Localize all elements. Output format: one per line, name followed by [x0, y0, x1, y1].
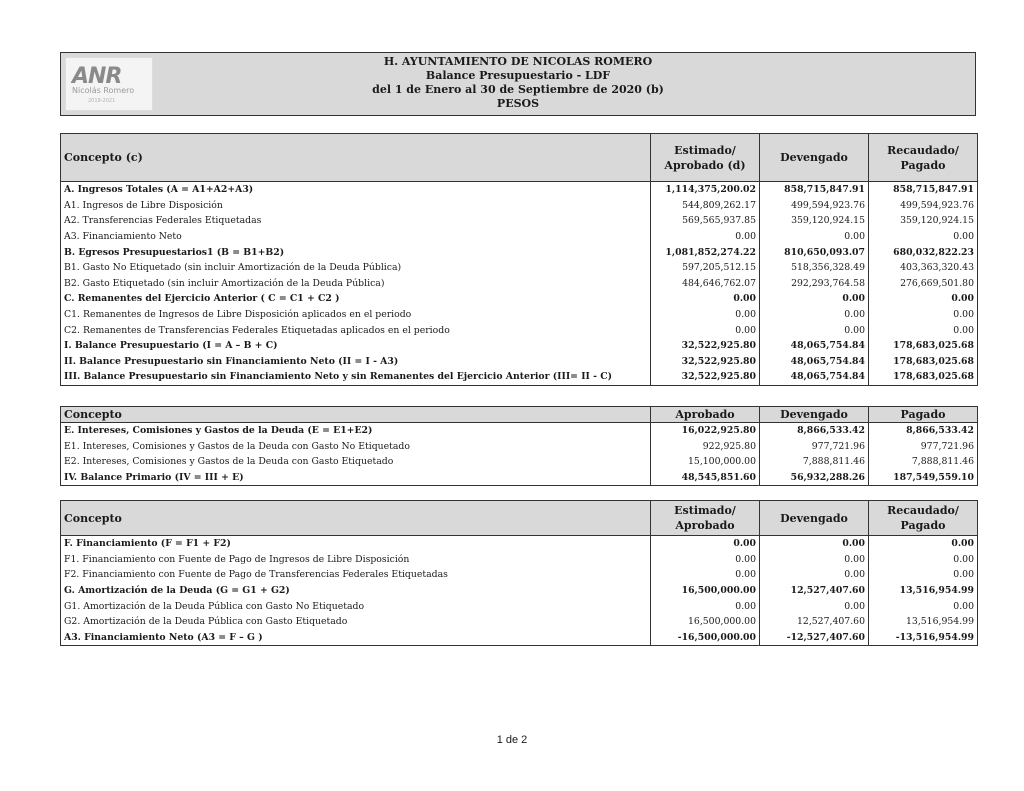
column-header-concepto: Concepto (c): [61, 134, 651, 182]
table-row: [61, 567, 978, 583]
row-value-1: -16,500,000.00: [651, 630, 760, 646]
row-concepto: IV. Balance Primario (IV = III + E): [61, 470, 651, 486]
row-concepto: F. Financiamiento (F = F1 + F2): [61, 536, 651, 552]
row-value-3: 0.00: [869, 322, 978, 338]
row-value-1: 32,522,925.80: [651, 338, 760, 354]
table-row: [61, 470, 978, 486]
row-value-1: 597,205,512.15: [651, 260, 760, 276]
report-title: H. AYUNTAMIENTO DE NICOLAS ROMERO: [383, 55, 653, 68]
logo-tagline: 2019-2021: [88, 98, 116, 104]
table-row: [61, 423, 978, 439]
column-header-estimado: Estimado/ Aprobado: [651, 501, 760, 536]
row-value-3: 8,866,533.42: [869, 423, 978, 439]
row-value-2: 56,932,288.26: [760, 470, 869, 486]
table-row: [61, 552, 978, 568]
column-header-devengado: Devengado: [760, 134, 869, 182]
row-value-2: 359,120,924.15: [760, 213, 869, 229]
table-row: [61, 454, 978, 470]
row-value-3: 0.00: [869, 598, 978, 614]
row-value-3: 178,683,025.68: [869, 369, 978, 385]
row-concepto: C1. Remanentes de Ingresos de Libre Disposición aplicados en el periodo: [61, 307, 651, 323]
row-value-1: 922,925.80: [651, 439, 760, 455]
row-concepto: II. Balance Presupuestario sin Financiamiento Neto (II = I - A3): [61, 354, 651, 370]
row-value-1: 484,646,762.07: [651, 276, 760, 292]
row-value-2: 12,527,407.60: [760, 614, 869, 630]
row-value-3: 359,120,924.15: [869, 213, 978, 229]
row-value-3: 858,715,847.91: [869, 182, 978, 198]
column-header-concepto: Concepto: [61, 407, 651, 423]
row-concepto: A2. Transferencias Federales Etiquetadas: [61, 213, 651, 229]
row-value-1: 569,565,937.85: [651, 213, 760, 229]
row-concepto: E. Intereses, Comisiones y Gastos de la Deuda (E = E1+E2): [61, 423, 651, 439]
row-concepto: F2. Financiamiento con Fuente de Pago de Transferencias Federales Etiquetadas: [61, 567, 651, 583]
row-value-1: 0.00: [651, 598, 760, 614]
row-value-1: 0.00: [651, 291, 760, 307]
row-value-1: 32,522,925.80: [651, 369, 760, 385]
row-value-2: 48,065,754.84: [760, 369, 869, 385]
row-value-1: 0.00: [651, 229, 760, 245]
table-row: [61, 307, 978, 323]
row-value-3: 0.00: [869, 567, 978, 583]
row-value-1: 0.00: [651, 552, 760, 568]
table-row: [61, 260, 978, 276]
row-concepto: B1. Gasto No Etiquetado (sin incluir Amortización de la Deuda Pública): [61, 260, 651, 276]
row-value-1: 544,809,262.17: [651, 198, 760, 214]
row-value-3: 0.00: [869, 552, 978, 568]
row-value-2: 858,715,847.91: [760, 182, 869, 198]
row-value-2: 12,527,407.60: [760, 583, 869, 599]
table-row: [61, 213, 978, 229]
table-header-row: [61, 407, 978, 423]
table-row: [61, 182, 978, 198]
table-row: [61, 369, 978, 385]
row-value-3: 0.00: [869, 229, 978, 245]
row-concepto: A. Ingresos Totales (A = A1+A2+A3): [61, 182, 651, 198]
table-row: [61, 229, 978, 245]
row-concepto: A3. Financiamiento Neto (A3 = F – G ): [61, 630, 651, 646]
table-row: [61, 198, 978, 214]
logo-name: Nicolás Romero: [72, 86, 135, 95]
report-header: [60, 52, 976, 116]
row-value-2: 0.00: [760, 598, 869, 614]
column-header-aprobado: Aprobado: [651, 407, 760, 423]
row-value-2: 0.00: [760, 567, 869, 583]
debt-interest-table: [60, 406, 978, 486]
table-row: [61, 536, 978, 552]
row-concepto: I. Balance Presupuestario (I = A – B + C): [61, 338, 651, 354]
row-concepto: A3. Financiamiento Neto: [61, 229, 651, 245]
column-header-concepto: Concepto: [61, 501, 651, 536]
row-value-3: 276,669,501.80: [869, 276, 978, 292]
table-row: [61, 291, 978, 307]
row-value-1: 0.00: [651, 322, 760, 338]
row-concepto: E1. Intereses, Comisiones y Gastos de la Deuda con Gasto No Etiquetado: [61, 439, 651, 455]
row-value-1: 32,522,925.80: [651, 354, 760, 370]
table-row: [61, 614, 978, 630]
column-header-recaudado: Recaudado/ Pagado: [869, 134, 978, 182]
row-value-1: 0.00: [651, 307, 760, 323]
page-number: 1 de 2: [496, 734, 528, 746]
financing-table: [60, 500, 978, 646]
table-row: [61, 322, 978, 338]
row-concepto: E2. Intereses, Comisiones y Gastos de la Deuda con Gasto Etiquetado: [61, 454, 651, 470]
row-value-1: 0.00: [651, 567, 760, 583]
report-subtitle: Balance Presupuestario - LDF: [425, 69, 611, 82]
table-row: [61, 276, 978, 292]
column-header-devengado: Devengado: [760, 407, 869, 423]
row-value-1: 16,500,000.00: [651, 614, 760, 630]
row-value-2: 0.00: [760, 291, 869, 307]
column-header-recaudado: Recaudado/ Pagado: [869, 501, 978, 536]
row-value-3: 13,516,954.99: [869, 614, 978, 630]
logo-mark: ANR: [72, 64, 122, 89]
row-value-3: 187,549,559.10: [869, 470, 978, 486]
row-value-3: 178,683,025.68: [869, 354, 978, 370]
row-value-1: 0.00: [651, 536, 760, 552]
row-value-3: 7,888,811.46: [869, 454, 978, 470]
table-row: [61, 598, 978, 614]
column-header-pagado: Pagado: [869, 407, 978, 423]
row-concepto: B2. Gasto Etiquetado (sin incluir Amortización de la Deuda Pública): [61, 276, 651, 292]
row-value-1: 1,114,375,200.02: [651, 182, 760, 198]
row-value-1: 15,100,000.00: [651, 454, 760, 470]
row-concepto: III. Balance Presupuestario sin Financiamiento Neto y sin Remanentes del Ejercicio Anterior (III= II - C): [61, 369, 651, 385]
row-value-2: 0.00: [760, 229, 869, 245]
row-concepto: A1. Ingresos de Libre Disposición: [61, 198, 651, 214]
row-value-3: 680,032,822.23: [869, 244, 978, 260]
row-value-3: 403,363,320.43: [869, 260, 978, 276]
row-concepto: G2. Amortización de la Deuda Pública con Gasto Etiquetado: [61, 614, 651, 630]
row-value-1: 16,500,000.00: [651, 583, 760, 599]
row-value-3: 977,721.96: [869, 439, 978, 455]
table-header-row: [61, 134, 978, 182]
row-value-3: 178,683,025.68: [869, 338, 978, 354]
row-value-3: 0.00: [869, 291, 978, 307]
row-value-2: 0.00: [760, 536, 869, 552]
row-value-1: 1,081,852,274.22: [651, 244, 760, 260]
row-value-3: 13,516,954.99: [869, 583, 978, 599]
table-row: [61, 354, 978, 370]
header-text: [61, 55, 975, 111]
row-value-2: -12,527,407.60: [760, 630, 869, 646]
row-value-3: -13,516,954.99: [869, 630, 978, 646]
report-currency: PESOS: [496, 97, 540, 110]
row-concepto: G1. Amortización de la Deuda Pública con Gasto No Etiquetado: [61, 598, 651, 614]
table-row: [61, 630, 978, 646]
row-value-2: 518,356,328.49: [760, 260, 869, 276]
row-value-3: 499,594,923.76: [869, 198, 978, 214]
table-header-row: [61, 501, 978, 536]
column-header-devengado: Devengado: [760, 501, 869, 536]
report-period: del 1 de Enero al 30 de Septiembre de 2020 (b): [372, 83, 664, 96]
row-value-2: 48,065,754.84: [760, 354, 869, 370]
table-row: [61, 338, 978, 354]
row-value-1: 16,022,925.80: [651, 423, 760, 439]
row-value-2: 7,888,811.46: [760, 454, 869, 470]
row-value-2: 0.00: [760, 552, 869, 568]
column-header-estimado: Estimado/ Aprobado (d): [651, 134, 760, 182]
table-row: [61, 439, 978, 455]
row-value-3: 0.00: [869, 307, 978, 323]
row-concepto: G. Amortización de la Deuda (G = G1 + G2): [61, 583, 651, 599]
row-concepto: F1. Financiamiento con Fuente de Pago de Ingresos de Libre Disposición: [61, 552, 651, 568]
row-value-2: 0.00: [760, 322, 869, 338]
row-value-1: 48,545,851.60: [651, 470, 760, 486]
row-concepto: C2. Remanentes de Transferencias Federales Etiquetadas aplicados en el periodo: [61, 322, 651, 338]
row-value-2: 292,293,764.58: [760, 276, 869, 292]
row-value-2: 48,065,754.84: [760, 338, 869, 354]
table-row: [61, 244, 978, 260]
row-value-2: 810,650,093.07: [760, 244, 869, 260]
row-concepto: B. Egresos Presupuestarios1 (B = B1+B2): [61, 244, 651, 260]
row-value-2: 977,721.96: [760, 439, 869, 455]
row-concepto: C. Remanentes del Ejercicio Anterior ( C = C1 + C2 ): [61, 291, 651, 307]
row-value-2: 8,866,533.42: [760, 423, 869, 439]
row-value-2: 0.00: [760, 307, 869, 323]
budget-balance-table: [60, 133, 978, 386]
table-row: [61, 583, 978, 599]
row-value-3: 0.00: [869, 536, 978, 552]
row-value-2: 499,594,923.76: [760, 198, 869, 214]
